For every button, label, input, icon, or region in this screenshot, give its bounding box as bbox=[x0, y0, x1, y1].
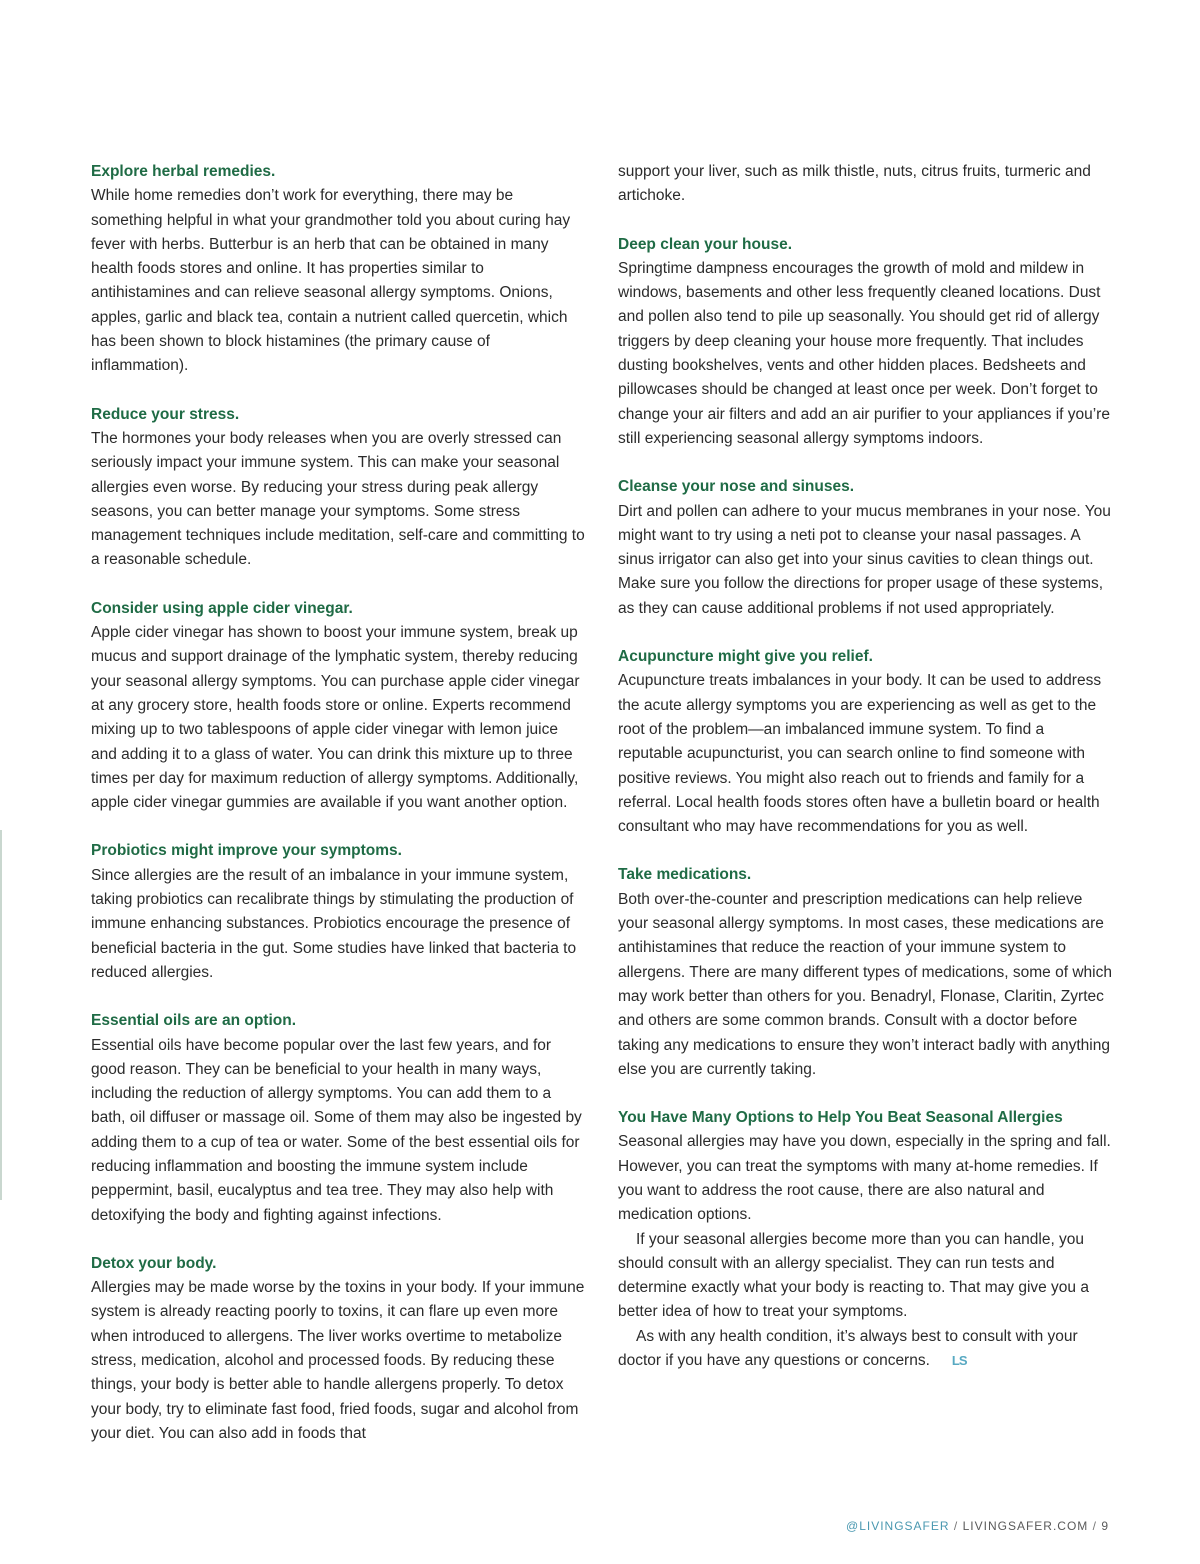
footer-separator: / bbox=[953, 1519, 959, 1533]
section-heading: Acupuncture might give you relief. bbox=[618, 648, 873, 666]
section-herbal-remedies bbox=[91, 160, 586, 379]
social-handle: @LIVINGSAFER bbox=[846, 1519, 950, 1533]
section-essential-oils bbox=[91, 1009, 586, 1228]
section-paragraph: support your liver, such as milk thistle, nuts, citrus fruits, turmeric and artichoke. bbox=[618, 163, 1091, 205]
section-paragraph: Allergies may be made worse by the toxins in your body. If your immune system is already reacting poorly to toxins, it can flare up even more when introduced to allergens. The liver works overtime to metabolize stress, medication, alcohol and processed foods. By reducing these things, your body is better able to handle allergens properly. To detox your body, try to eliminate fast food, fried foods, sugar and alcohol from your diet. You can also add in foods that bbox=[91, 1279, 585, 1442]
section-heading: Take medications. bbox=[618, 866, 752, 884]
section-heading: Explore herbal remedies. bbox=[91, 163, 276, 180]
section-deep-clean bbox=[618, 233, 1113, 452]
section-heading: Deep clean your house. bbox=[618, 235, 792, 253]
section-paragraph: Springtime dampness encourages the growth of mold and mildew in windows, basements and other less frequently cleaned locations. Dust and pollen also tend to pile up seasonally. You should get rid of allergy triggers by deep cleaning your house more frequently. That includes dusting bookshelves, vents and other hidden places. Bedsheets and pillowcases should be changed at least once per week. Don’t forget to change your air filters and add an air purifier to your appliances if you’re still experiencing seasonal allergy symptoms indoors. bbox=[618, 259, 1110, 447]
section-paragraph: Since allergies are the result of an imbalance in your immune system, taking probiotics can recalibrate things by stimulating the production of immune enhancing substances. Probiotics encourage the presence of beneficial bacteria in the gut. Some studies have linked that bacteria to reduced allergies. bbox=[91, 866, 577, 981]
section-paragraph: While home remedies don’t work for everything, there may be something helpful in what your grandmother told you about curing hay fever with herbs. Butterbur is an herb that can be obtained in many health foods stores and online. It has properties similar to antihistamines and can relieve seasonal allergy symptoms. Onions, apples, garlic and black tea, contain a nutrient called quercetin, which has been shown to block histamines (the primary cause of inflammation). bbox=[91, 187, 571, 375]
section-heading: Probiotics might improve your symptoms. bbox=[91, 842, 402, 860]
page-footer bbox=[846, 1519, 1109, 1533]
section-paragraph: Essential oils have become popular over the last few years, and for good reason. They can be beneficial to your health in many ways, including the reduction of allergy symptoms. You can add them to a bath, oil diffuser or massage oil. Some of them may also be ingested by adding them to a cup of tea or water. Some of the best essential oils for reducing inflammation and boosting the immune system include peppermint, basil, eucalyptus and tea tree. They may also help with detoxifying the body and fighting against infections. bbox=[91, 1036, 582, 1224]
section-heading: Detox your body. bbox=[91, 1254, 217, 1272]
left-column bbox=[91, 160, 586, 1470]
margin-rule bbox=[0, 830, 2, 1200]
section-paragraph: Both over-the-counter and prescription medications can help relieve your seasonal allergy symptoms. In most cases, these medications are antihistamines that reduce the reaction of your immune system to allergens. There are many different types of medications, some of which may work better than others for you. Benadryl, Flonase, Claritin, Zyrtec and others are some common brands. Consult with a doctor before taking any medications to ensure they won’t interact badly with anything else you are currently taking. bbox=[618, 890, 1112, 1078]
closing-paragraph bbox=[618, 1325, 1113, 1374]
section-paragraph: If your seasonal allergies become more than you can handle, you should consult with an allergy specialist. They can run tests and determine exactly what your body is reacting to. That may give you a better idea of how to treat your symptoms. bbox=[618, 1230, 1089, 1321]
section-cleanse-nose bbox=[618, 475, 1113, 621]
section-apple-cider-vinegar bbox=[91, 597, 586, 816]
section-paragraph: Apple cider vinegar has shown to boost your immune system, break up mucus and support drainage of the lymphatic system, thereby reducing your seasonal allergy symptoms. You can purchase apple cider vinegar at any grocery store, health foods store or online. Experts recommend mixing up to two tablespoons of apple cider vinegar with lemon juice and adding it to a glass of water. You can drink this mixture up to three times per day for maximum reduction of allergy symptoms. Additionally, apple cider vinegar gummies are available if you want another option. bbox=[91, 624, 580, 812]
section-heading: Consider using apple cider vinegar. bbox=[91, 599, 353, 617]
closing-text: As with any health condition, it’s always best to consult with your doctor if you have any questions or concerns. bbox=[618, 1327, 1078, 1370]
footer-separator: / bbox=[1092, 1519, 1097, 1533]
section-paragraph: Dirt and pollen can adhere to your mucus membranes in your nose. You might want to try using a neti pot to cleanse your nasal passages. A sinus irrigator can also get into your sinus cavities to clean things out. Make sure you follow the directions for proper usage of these systems, as they can cause additional problems if not used appropriately. bbox=[618, 502, 1111, 617]
section-heading: Essential oils are an option. bbox=[91, 1012, 296, 1030]
section-medications bbox=[618, 863, 1113, 1082]
section-detox bbox=[91, 1252, 586, 1446]
page-number: 9 bbox=[1101, 1519, 1109, 1533]
section-paragraph: Seasonal allergies may have you down, especially in the spring and fall. However, you can treat the symptoms with many at-home remedies. If you want to address the root cause, there are also natural and medication options. bbox=[618, 1133, 1111, 1224]
section-acupuncture bbox=[618, 645, 1113, 839]
section-conclusion bbox=[618, 1106, 1113, 1373]
section-probiotics bbox=[91, 839, 586, 985]
section-reduce-stress bbox=[91, 403, 586, 573]
section-detox-continued bbox=[618, 160, 1113, 209]
right-column bbox=[618, 160, 1113, 1397]
section-heading: You Have Many Options to Help You Beat Seasonal Allergies bbox=[618, 1109, 1063, 1127]
section-paragraph: The hormones your body releases when you are overly stressed can seriously impact your immune system. This can make your seasonal allergies even worse. By reducing your stress during peak allergy seasons, you can better manage your symptoms. Some stress management techniques include meditation, self-care and committing to a reasonable schedule. bbox=[91, 429, 585, 569]
section-paragraph: Acupuncture treats imbalances in your body. It can be used to address the acute allergy symptoms you are experiencing as well as get to the root of the problem—an imbalanced immune system. To find a reputable acupuncturist, you can search online to find someone with positive reviews. You might also reach out to friends and family for a referral. Local health foods stores often have a bulletin board or health consultant who may have recommendations for you as well. bbox=[618, 672, 1102, 836]
end-mark-logo: LS bbox=[951, 1353, 967, 1369]
site-url: LIVINGSAFER.COM bbox=[962, 1519, 1089, 1533]
section-heading: Reduce your stress. bbox=[91, 405, 240, 423]
section-heading: Cleanse your nose and sinuses. bbox=[618, 478, 855, 496]
